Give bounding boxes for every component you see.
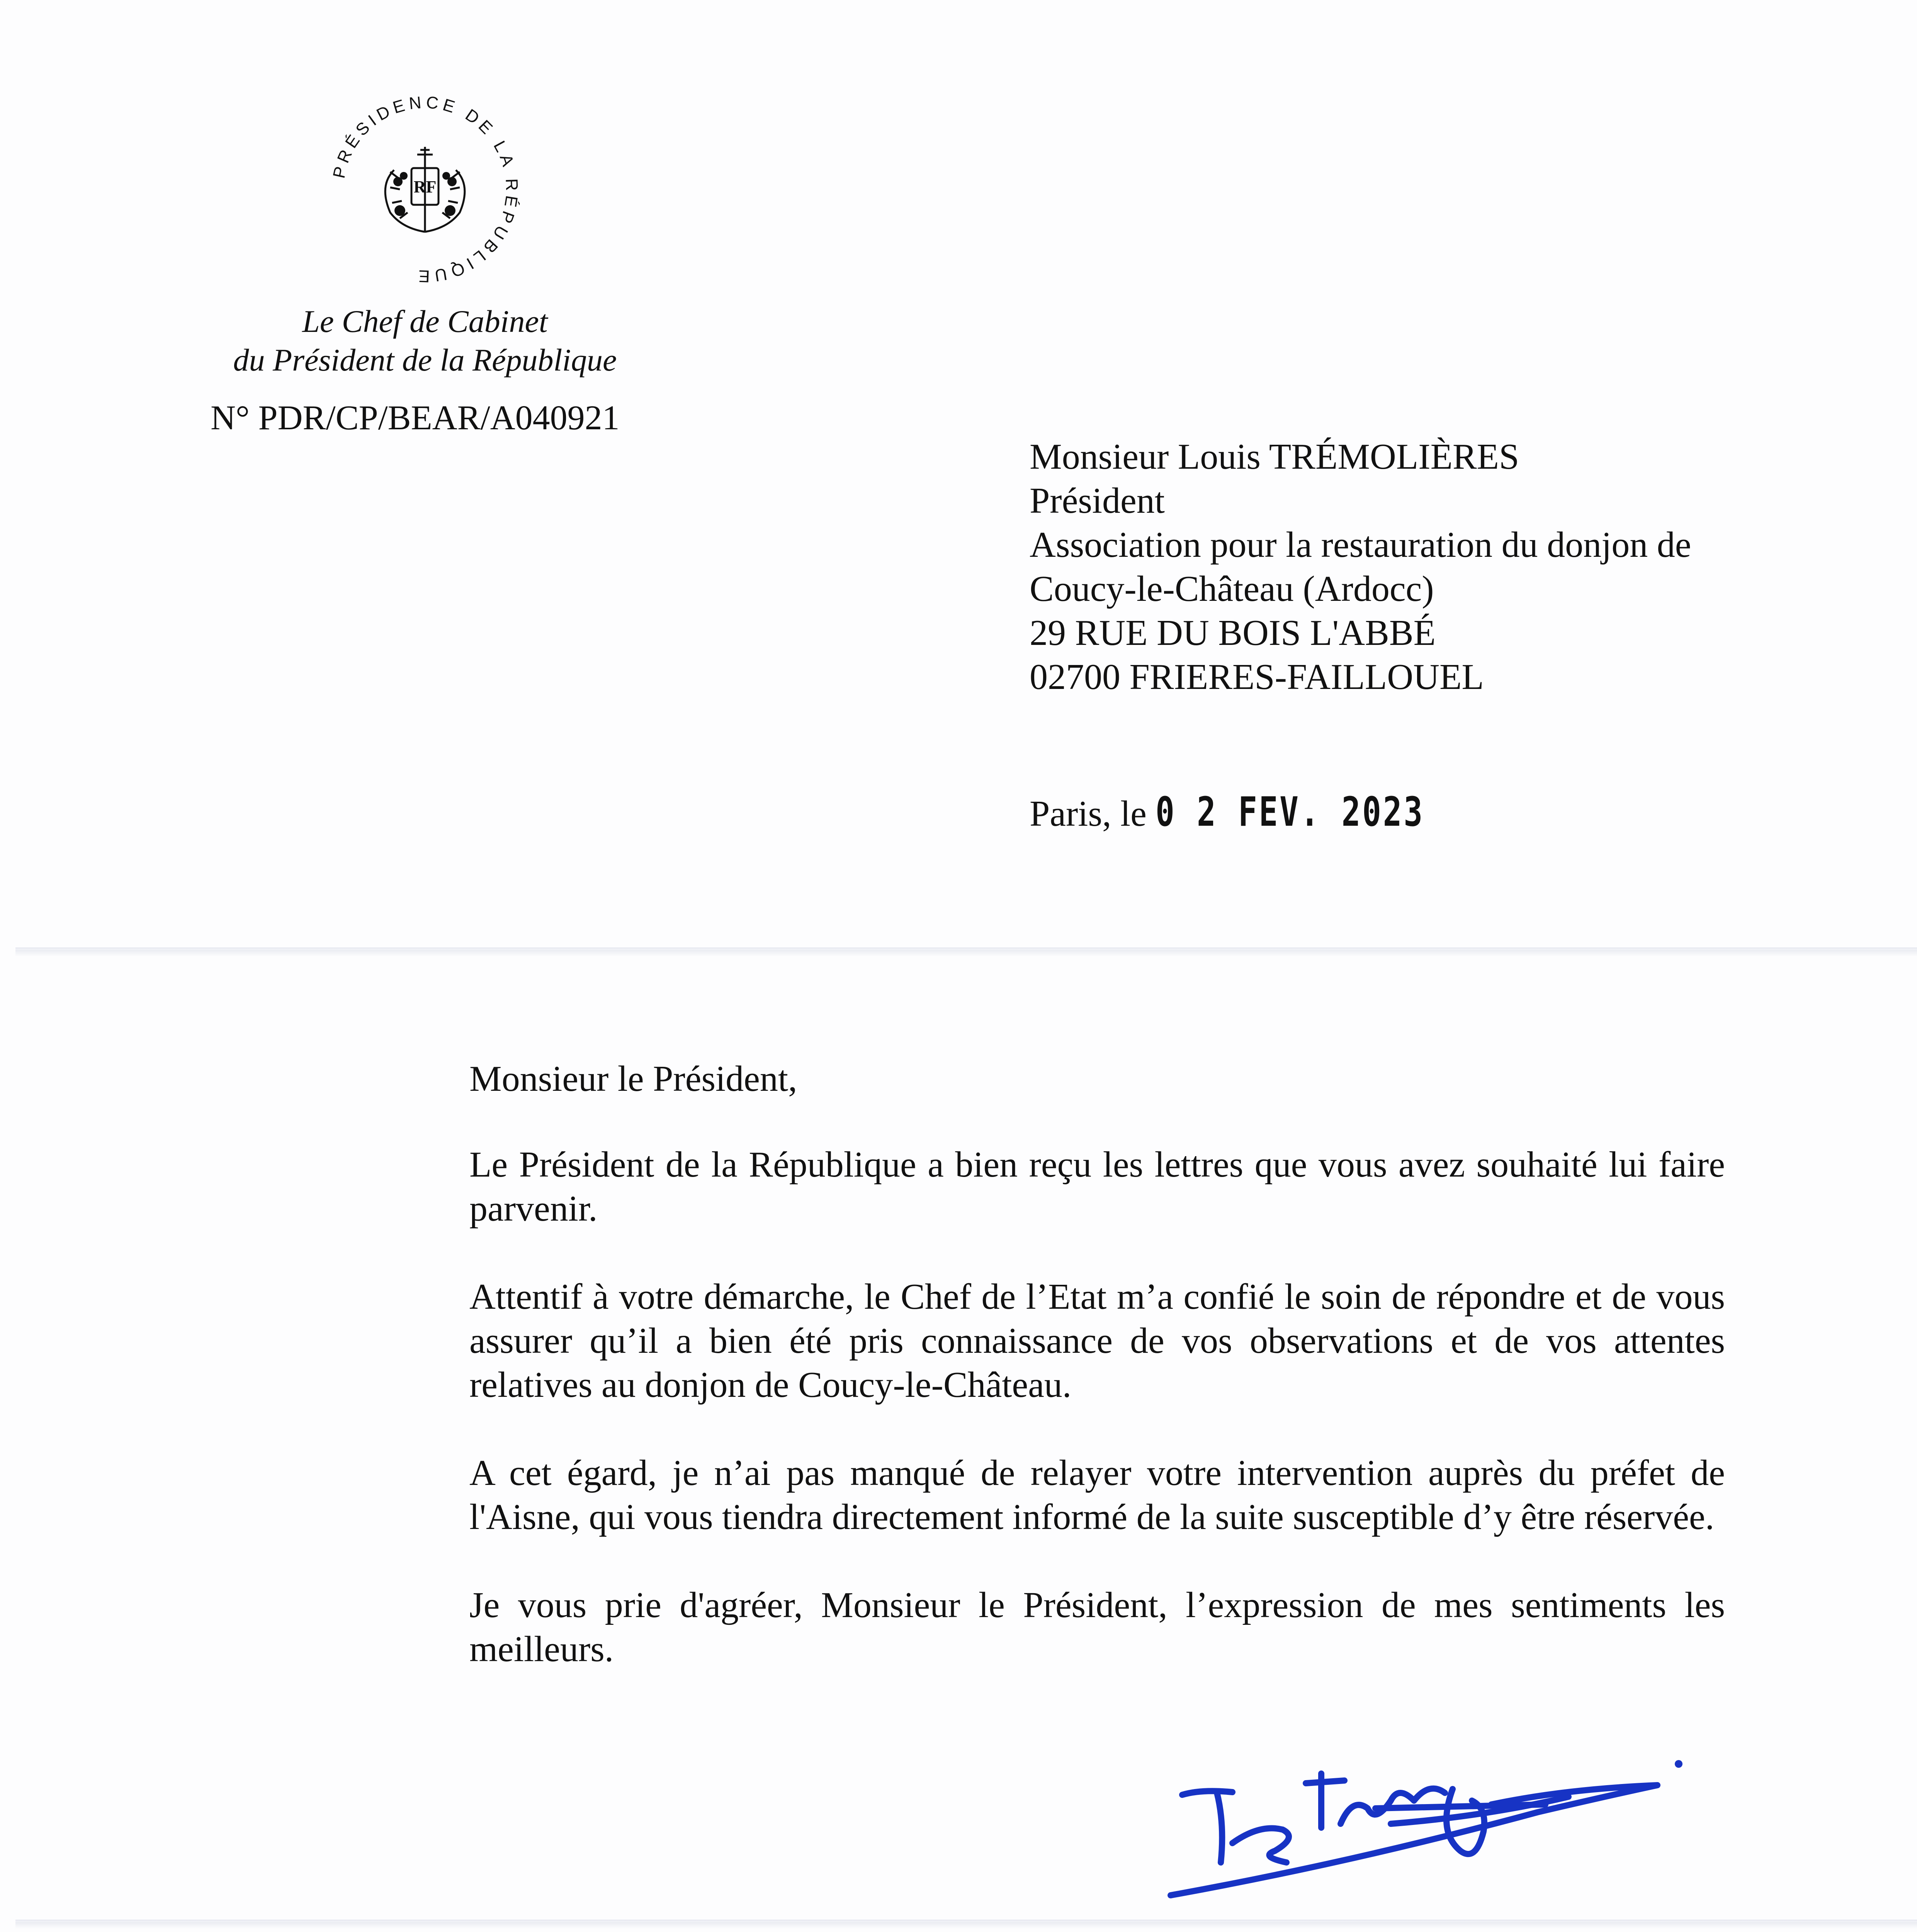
recipient-org-line1: Association pour la restauration du donjon de: [1030, 525, 1691, 565]
recipient-name: Monsieur Louis TRÉMOLIÈRES: [1030, 437, 1519, 477]
body-paragraph-2: Attentif à votre démarche, le Chef de l’Etat m’a confié le soin de répondre et de vous assurer qu’il a bien été pris connaissance de vos observations et de vos attentes relatives au donjon de Coucy-le-Château.: [469, 1277, 1725, 1405]
recipient-city: 02700 FRIERES-FAILLOUEL: [1030, 657, 1484, 697]
recipient-address: [1030, 435, 1691, 699]
paper-fold-top: [15, 947, 1917, 950]
letter-body: [469, 1057, 1725, 1715]
sender-title-line1: Le Chef de Cabinet: [302, 304, 548, 339]
handwritten-signature: [1159, 1747, 1692, 1909]
svg-text:RF: RF: [413, 177, 437, 196]
sender-title-line2: du Président de la République: [233, 342, 617, 378]
recipient-org-line2: Coucy-le-Château (Ardocc): [1030, 569, 1434, 609]
body-paragraph-1: Le Président de la République a bien reçu les lettres que vous avez souhaité lui faire parvenir.: [469, 1145, 1725, 1229]
recipient-title: Président: [1030, 481, 1165, 521]
closing-paragraph: Je vous prie d'agréer, Monsieur le Président, l’expression de mes sentiments les meilleurs.: [469, 1585, 1725, 1669]
paper-fold-bottom: [15, 1920, 1917, 1922]
date-stamp: 0 2 FEV. 2023: [1156, 788, 1425, 835]
body-paragraph-3: A cet égard, je n’ai pas manqué de relayer votre intervention auprès du préfet de l'Aisne, qui vous tiendra directement informé de la suite susceptible d’y être réservée.: [469, 1453, 1725, 1537]
salutation: Monsieur le Président,: [469, 1059, 797, 1099]
date-line: [1030, 788, 1500, 835]
svg-text:PRÉSIDENCE DE LA RÉPUBLIQUE: PRÉSIDENCE DE LA RÉPUBLIQUE: [329, 93, 522, 286]
reference-number: N° PDR/CP/BEAR/A040921: [211, 399, 620, 437]
date-prefix: Paris, le: [1030, 794, 1147, 834]
presidency-seal-logo: [321, 85, 529, 294]
recipient-street: 29 RUE DU BOIS L'ABBÉ: [1030, 613, 1436, 653]
